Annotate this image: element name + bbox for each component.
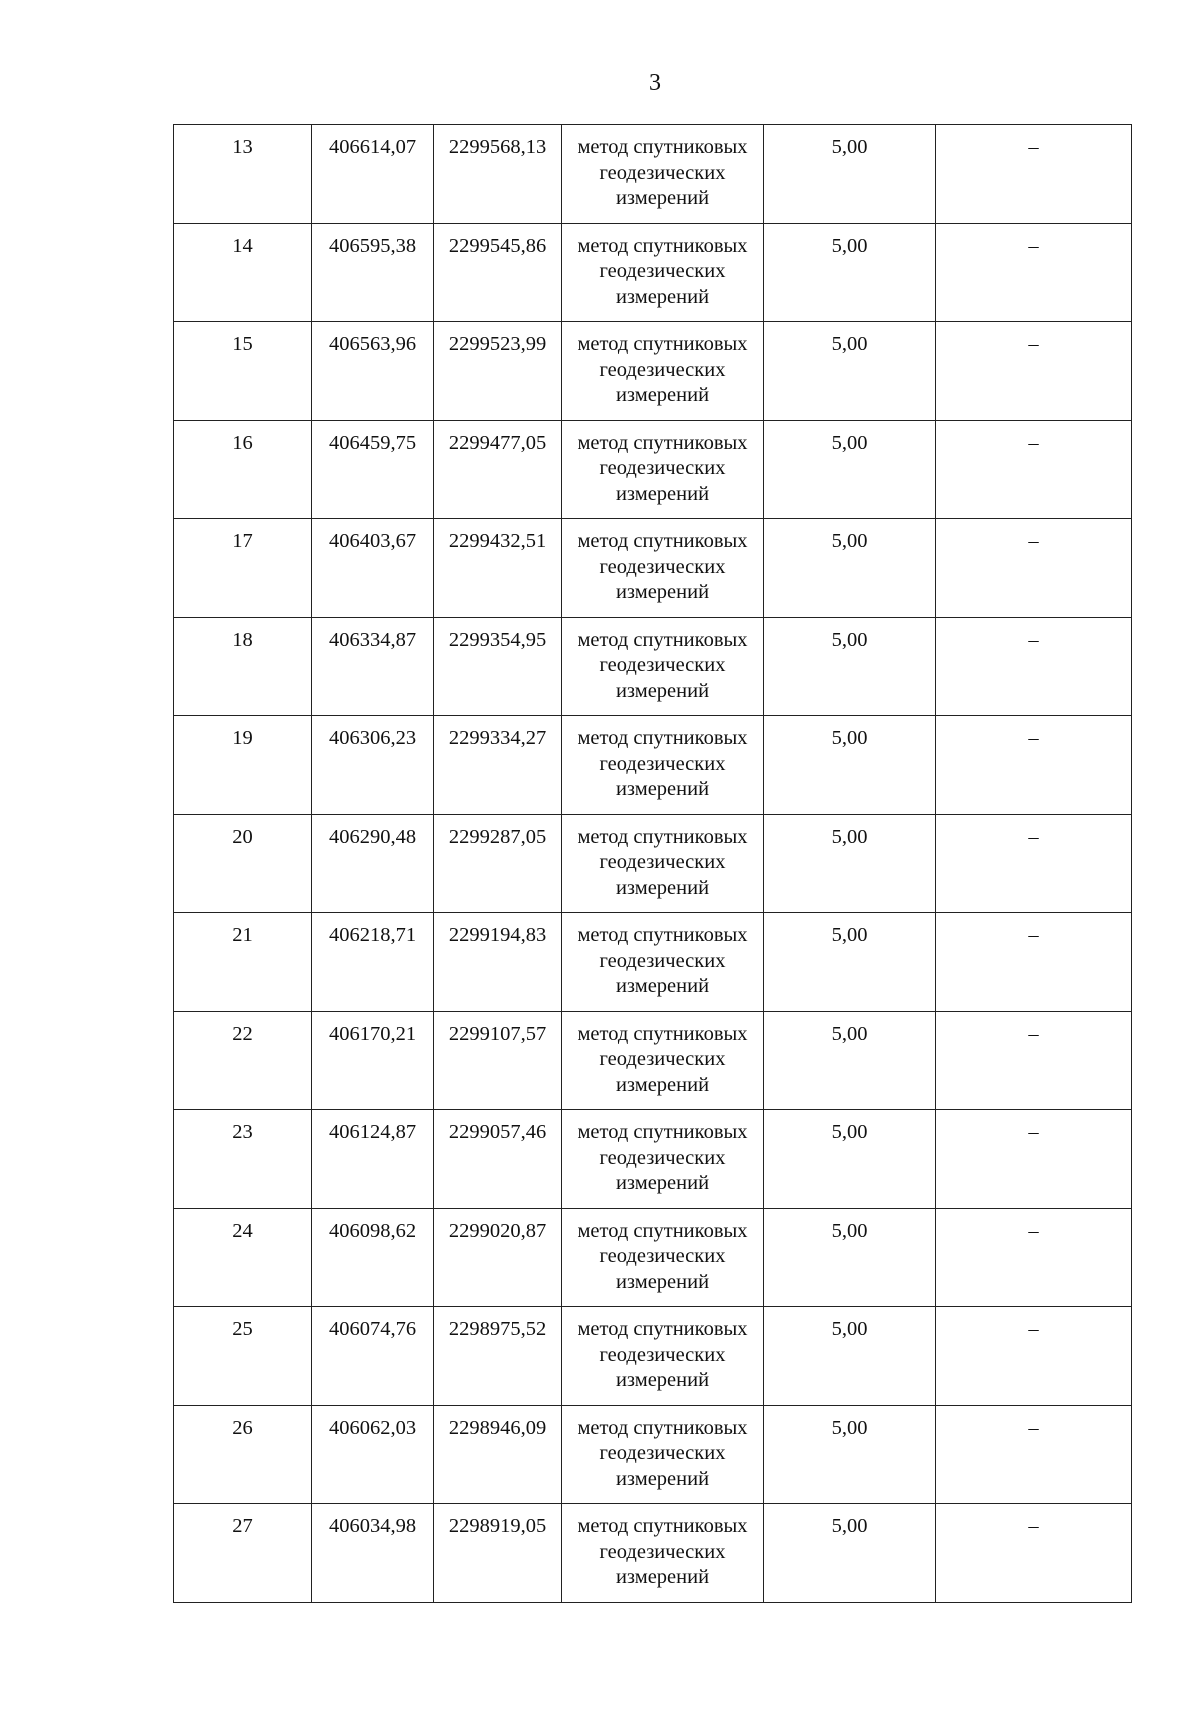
x-coordinate-cell: 406074,76 <box>312 1307 434 1406</box>
point-number-cell: 25 <box>174 1307 312 1406</box>
coordinates-table <box>173 124 1132 1603</box>
point-number-cell: 20 <box>174 814 312 913</box>
accuracy-cell: 5,00 <box>764 519 936 618</box>
accuracy-cell: 5,00 <box>764 913 936 1012</box>
description-cell: – <box>936 1307 1132 1406</box>
x-coordinate-cell: 406124,87 <box>312 1110 434 1209</box>
x-coordinate-cell: 406563,96 <box>312 322 434 421</box>
point-number-cell: 17 <box>174 519 312 618</box>
method-cell: метод спутниковых геодезических измерений <box>562 1208 764 1307</box>
x-coordinate-cell: 406098,62 <box>312 1208 434 1307</box>
description-cell: – <box>936 814 1132 913</box>
method-cell: метод спутниковых геодезических измерений <box>562 1504 764 1603</box>
x-coordinate-cell: 406306,23 <box>312 716 434 815</box>
y-coordinate-cell: 2299545,86 <box>434 223 562 322</box>
table-row <box>174 814 1132 913</box>
point-number-cell: 15 <box>174 322 312 421</box>
x-coordinate-cell: 406614,07 <box>312 125 434 224</box>
point-number-cell: 27 <box>174 1504 312 1603</box>
x-coordinate-cell: 406334,87 <box>312 617 434 716</box>
y-coordinate-cell: 2299523,99 <box>434 322 562 421</box>
x-coordinate-cell: 406062,03 <box>312 1405 434 1504</box>
method-cell: метод спутниковых геодезических измерений <box>562 814 764 913</box>
x-coordinate-cell: 406595,38 <box>312 223 434 322</box>
accuracy-cell: 5,00 <box>764 716 936 815</box>
x-coordinate-cell: 406459,75 <box>312 420 434 519</box>
method-cell: метод спутниковых геодезических измерений <box>562 322 764 421</box>
y-coordinate-cell: 2299477,05 <box>434 420 562 519</box>
point-number-cell: 16 <box>174 420 312 519</box>
table-row <box>174 1405 1132 1504</box>
y-coordinate-cell: 2299194,83 <box>434 913 562 1012</box>
point-number-cell: 13 <box>174 125 312 224</box>
page-number: 3 <box>649 70 661 96</box>
method-cell: метод спутниковых геодезических измерений <box>562 1405 764 1504</box>
accuracy-cell: 5,00 <box>764 1307 936 1406</box>
table-row <box>174 617 1132 716</box>
y-coordinate-cell: 2299568,13 <box>434 125 562 224</box>
description-cell: – <box>936 223 1132 322</box>
table-row <box>174 716 1132 815</box>
table-row <box>174 420 1132 519</box>
y-coordinate-cell: 2299107,57 <box>434 1011 562 1110</box>
method-cell: метод спутниковых геодезических измерений <box>562 519 764 618</box>
point-number-cell: 19 <box>174 716 312 815</box>
method-cell: метод спутниковых геодезических измерений <box>562 223 764 322</box>
description-cell: – <box>936 617 1132 716</box>
accuracy-cell: 5,00 <box>764 322 936 421</box>
description-cell: – <box>936 519 1132 618</box>
table-row <box>174 519 1132 618</box>
table-row <box>174 322 1132 421</box>
y-coordinate-cell: 2298919,05 <box>434 1504 562 1603</box>
description-cell: – <box>936 322 1132 421</box>
table-row <box>174 1504 1132 1603</box>
x-coordinate-cell: 406218,71 <box>312 913 434 1012</box>
method-cell: метод спутниковых геодезических измерений <box>562 617 764 716</box>
accuracy-cell: 5,00 <box>764 1208 936 1307</box>
description-cell: – <box>936 1110 1132 1209</box>
x-coordinate-cell: 406403,67 <box>312 519 434 618</box>
point-number-cell: 22 <box>174 1011 312 1110</box>
table-row <box>174 223 1132 322</box>
table-row <box>174 913 1132 1012</box>
y-coordinate-cell: 2298975,52 <box>434 1307 562 1406</box>
table-row <box>174 125 1132 224</box>
point-number-cell: 24 <box>174 1208 312 1307</box>
table-row <box>174 1011 1132 1110</box>
y-coordinate-cell: 2299057,46 <box>434 1110 562 1209</box>
description-cell: – <box>936 1011 1132 1110</box>
point-number-cell: 26 <box>174 1405 312 1504</box>
y-coordinate-cell: 2299287,05 <box>434 814 562 913</box>
y-coordinate-cell: 2299432,51 <box>434 519 562 618</box>
x-coordinate-cell: 406170,21 <box>312 1011 434 1110</box>
description-cell: – <box>936 1405 1132 1504</box>
accuracy-cell: 5,00 <box>764 1504 936 1603</box>
description-cell: – <box>936 420 1132 519</box>
description-cell: – <box>936 716 1132 815</box>
description-cell: – <box>936 1208 1132 1307</box>
table-row <box>174 1110 1132 1209</box>
table-row <box>174 1307 1132 1406</box>
description-cell: – <box>936 125 1132 224</box>
accuracy-cell: 5,00 <box>764 125 936 224</box>
point-number-cell: 21 <box>174 913 312 1012</box>
x-coordinate-cell: 406034,98 <box>312 1504 434 1603</box>
accuracy-cell: 5,00 <box>764 617 936 716</box>
accuracy-cell: 5,00 <box>764 1110 936 1209</box>
x-coordinate-cell: 406290,48 <box>312 814 434 913</box>
description-cell: – <box>936 913 1132 1012</box>
description-cell: – <box>936 1504 1132 1603</box>
point-number-cell: 18 <box>174 617 312 716</box>
y-coordinate-cell: 2299020,87 <box>434 1208 562 1307</box>
point-number-cell: 23 <box>174 1110 312 1209</box>
y-coordinate-cell: 2299334,27 <box>434 716 562 815</box>
method-cell: метод спутниковых геодезических измерений <box>562 1307 764 1406</box>
method-cell: метод спутниковых геодезических измерений <box>562 716 764 815</box>
accuracy-cell: 5,00 <box>764 223 936 322</box>
method-cell: метод спутниковых геодезических измерений <box>562 1110 764 1209</box>
table-row <box>174 1208 1132 1307</box>
accuracy-cell: 5,00 <box>764 1405 936 1504</box>
method-cell: метод спутниковых геодезических измерений <box>562 125 764 224</box>
method-cell: метод спутниковых геодезических измерений <box>562 1011 764 1110</box>
point-number-cell: 14 <box>174 223 312 322</box>
method-cell: метод спутниковых геодезических измерений <box>562 420 764 519</box>
accuracy-cell: 5,00 <box>764 814 936 913</box>
method-cell: метод спутниковых геодезических измерений <box>562 913 764 1012</box>
y-coordinate-cell: 2298946,09 <box>434 1405 562 1504</box>
y-coordinate-cell: 2299354,95 <box>434 617 562 716</box>
accuracy-cell: 5,00 <box>764 1011 936 1110</box>
accuracy-cell: 5,00 <box>764 420 936 519</box>
